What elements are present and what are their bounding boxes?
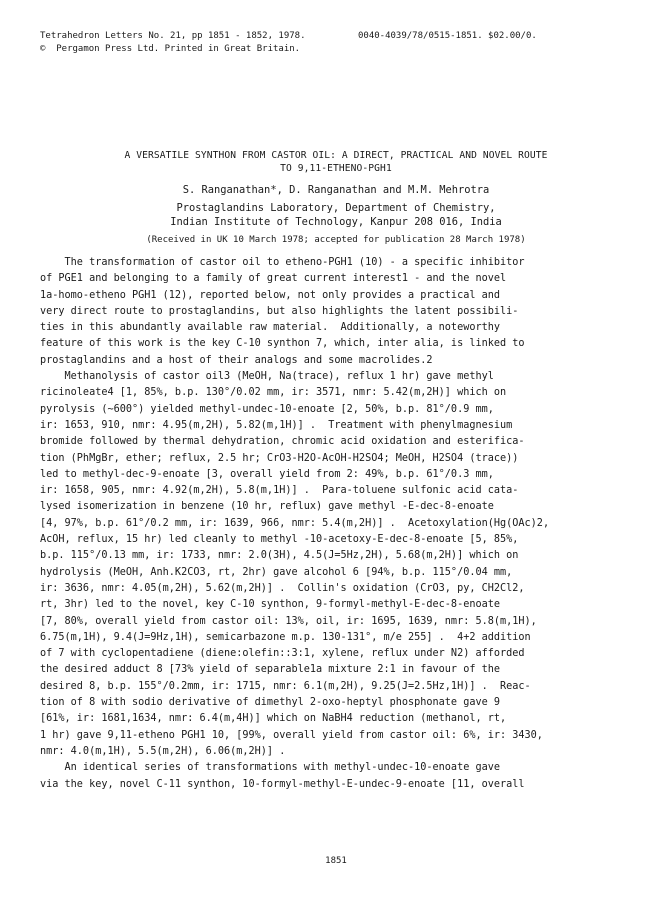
body-line: of PGE1 and belonging to a family of great current interest1 - and the novel	[40, 273, 507, 285]
body-line: pyrolysis (~600°) yielded methyl-undec-10-enoate [2, 50%, b.p. 81°/0.9 mm,	[40, 403, 494, 415]
paper-title-line-2: TO 9,11-ETHENO-PGH1	[280, 163, 392, 174]
body-line: tion (PhMgBr, ether; reflux, 2.5 hr; CrO3-H2O-AcOH-H2SO4; MeOH, H2SO4 (trace))	[40, 452, 519, 464]
body-line: ir: 1653, 910, nmr: 4.95(m,2H), 5.82(m,1H)] . Treatment with phenylmagnesium	[40, 419, 513, 431]
received-date: (Received in UK 10 March 1978; accepted for publication 28 March 1978)	[146, 235, 526, 245]
article-code: 0040-4039/78/0515-1851. $02.00/0.	[358, 31, 537, 41]
paper-title-line-1: A VERSATILE SYNTHON FROM CASTOR OIL: A DIRECT, PRACTICAL AND NOVEL ROUTE	[124, 150, 548, 161]
journal-citation: Tetrahedron Letters No. 21, pp 1851 - 1852, 1978.	[40, 31, 306, 41]
body-line: led to methyl-dec-9-enoate [3, overall yield from 2: 49%, b.p. 61°/0.3 mm,	[40, 468, 494, 480]
body-line: lysed isomerization in benzene (10 hr, reflux) gave methyl -E-dec-8-enoate	[40, 501, 494, 513]
body-line: ir: 1658, 905, nmr: 4.92(m,2H), 5.8(m,1H)] . Para-toluene sulfonic acid cata-	[40, 485, 519, 497]
body-line: 1 hr) gave 9,11-etheno PGH1 10, [99%, overall yield from castor oil: 6%, ir: 3430,	[40, 729, 543, 741]
affiliation-line-2: Indian Institute of Technology, Kanpur 208 016, India	[170, 216, 502, 228]
body-line: tion of 8 with sodio derivative of dimethyl 2-oxo-heptyl phosphonate gave 9	[40, 697, 501, 709]
body-line: nmr: 4.0(m,1H), 5.5(m,2H), 6.06(m,2H)] .	[40, 745, 286, 757]
body-line: An identical series of transformations with methyl-undec-10-enoate gave	[40, 762, 501, 774]
body-line: b.p. 115°/0.13 mm, ir: 1733, nmr: 2.0(3H), 4.5(J=5Hz,2H), 5.68(m,2H)] which on	[40, 550, 519, 562]
body-line: bromide followed by thermal dehydration, chromic acid oxidation and esterifica-	[40, 436, 525, 448]
body-line: AcOH, reflux, 15 hr) led cleanly to methyl -10-acetoxy-E-dec-8-enoate [5, 85%,	[40, 534, 519, 546]
body-line: ricinoleate4 [1, 85%, b.p. 130°/0.02 mm, ir: 3571, nmr: 5.42(m,2H)] which on	[40, 387, 507, 399]
body-line: 1a-homo-etheno PGH1 (12), reported below, not only provides a practical and	[40, 289, 501, 301]
body-line: 6.75(m,1H), 9.4(J=9Hz,1H), semicarbazone m.p. 130-131°, m/e 255] . 4+2 addition	[40, 631, 531, 643]
author-list: S. Ranganathan*, D. Ranganathan and M.M. Mehrotra	[182, 184, 490, 196]
body-line: [4, 97%, b.p. 61°/0.2 mm, ir: 1639, 966, nmr: 5.4(m,2H)] . Acetoxylation(Hg(OAc)2,	[40, 517, 550, 529]
body-line: prostaglandins and a host of their analogs and some macrolides.2	[40, 354, 433, 366]
page-number: 1851	[325, 856, 347, 866]
body-line: the desired adduct 8 [73% yield of separable1a mixture 2:1 in favour of the	[40, 664, 501, 676]
body-line: via the key, novel C-11 synthon, 10-formyl-methyl-E-undec-9-enoate [11, overall	[40, 778, 525, 790]
body-line: ir: 3636, nmr: 4.05(m,2H), 5.62(m,2H)] . Collin's oxidation (CrO3, py, CH2Cl2,	[40, 582, 525, 594]
affiliation-line-1: Prostaglandins Laboratory, Department of Chemistry,	[176, 202, 496, 214]
body-line: Methanolysis of castor oil3 (MeOH, Na(trace), reflux 1 hr) gave methyl	[40, 371, 494, 383]
body-line: hydrolysis (MeOH, Anh.K2CO3, rt, 2hr) gave alcohol 6 [94%, b.p. 115°/0.04 mm,	[40, 566, 513, 578]
body-line: desired 8, b.p. 155°/0.2mm, ir: 1715, nmr: 6.1(m,2H), 9.25(J=2.5Hz,1H)] . Reac-	[40, 680, 531, 692]
body-line: rt, 3hr) led to the novel, key C-10 synthon, 9-formyl-methyl-E-dec-8-enoate	[40, 599, 501, 611]
article-body	[40, 255, 634, 793]
body-line: [61%, ir: 1681,1634, nmr: 6.4(m,4H)] which on NaBH4 reduction (methanol, rt,	[40, 713, 507, 725]
body-line: feature of this work is the key C-10 synthon 7, which, inter alia, is linked to	[40, 338, 525, 350]
copyright-line: © Pergamon Press Ltd. Printed in Great Britain.	[40, 44, 301, 54]
body-line: The transformation of castor oil to etheno-PGH1 (10) - a specific inhibitor	[40, 257, 525, 268]
body-line: ties in this abundantly available raw material. Additionally, a noteworthy	[40, 322, 501, 334]
body-line: [7, 80%, overall yield from castor oil: 13%, oil, ir: 1695, 1639, nmr: 5.8(m,1H),	[40, 615, 537, 627]
body-line: very direct route to prostaglandins, but also highlights the latent possibili-	[40, 305, 519, 317]
body-line: of 7 with cyclopentadiene (diene:olefin::3:1, xylene, reflux under N2) afforded	[40, 648, 525, 660]
